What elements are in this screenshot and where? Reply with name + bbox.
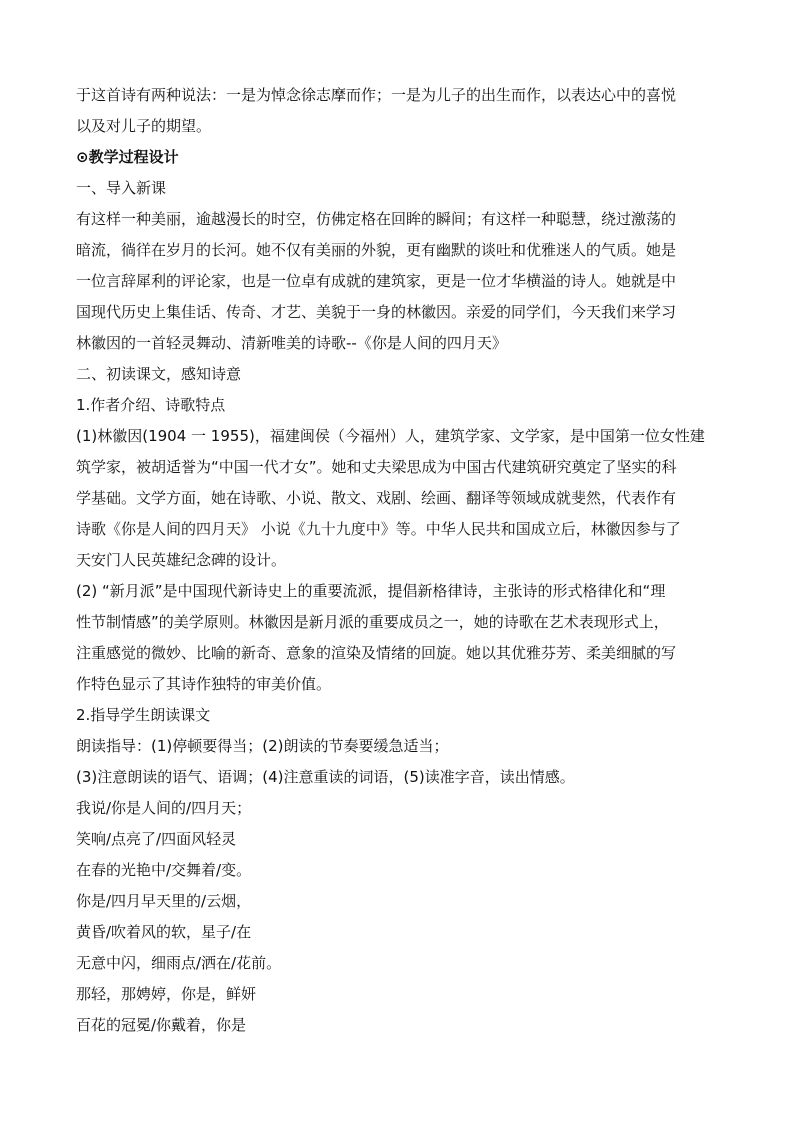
paragraph-line: 暗流，徜徉在岁月的长河。她不仅有美丽的外貌，更有幽默的谈吐和优雅迷人的气质。她是 [76,241,677,259]
paragraph-line: 林徽因的一首轻灵舞动、清新唯美的诗歌--《你是人间的四月天》 [76,334,507,352]
reading-tips-line: 朗读指导：(1)停顿要得当；(2)朗读的节奏要缓急适当； [76,737,449,755]
paragraph-line: 一位言辞犀利的评论家，也是一位卓有成就的建筑家，更是一位才华横溢的诗人。她就是中 [76,272,677,290]
subheading-reading-guide: 2.指导学生朗读课文 [76,706,211,724]
paragraph-line: 天安门人民英雄纪念碑的设计。 [76,551,287,569]
reading-tips-line: (3)注意朗读的语气、语调；(4)注意重读的词语，(5)读准字音，读出情感。 [76,768,575,786]
subheading-first-reading: 二、初读课文，感知诗意 [76,365,242,383]
paragraph-line: 注重感觉的微妙、比喻的新奇、意象的渲染及情绪的回旋。她以其优雅芬芳、柔美细腻的写 [76,644,677,662]
paragraph-line: 学基础。文学方面，她在诗歌、小说、散文、戏剧、绘画、翻译等领域成就斐然，代表作有 [76,489,677,507]
poem-line: 笑响/点亮了/四面风轻灵 [76,830,237,848]
poem-line: 黄昏/吹着风的软，星子/在 [76,923,252,941]
poem-line: 那轻，那娉婷，你是，鲜妍 [76,985,257,1003]
paragraph-line: 筑学家，被胡适誉为“中国一代才女”。她和丈夫梁思成为中国古代建筑研究奠定了坚实的科 [76,458,677,476]
paragraph-line: 有这样一种美丽，逾越漫长的时空，仿佛定格在回眸的瞬间；有这样一种聪慧，绕过激荡的 [76,210,677,228]
paragraph-line: 国现代历史上集佳话、传奇、才艺、美貌于一身的林徽因。亲爱的同学们，今天我们来学习 [76,303,677,321]
section-heading-teaching-process: ⊙教学过程设计 [76,148,179,166]
subheading-author-intro: 1.作者介绍、诗歌特点 [76,396,226,414]
subheading-lead-in: 一、导入新课 [76,179,167,197]
poem-line: 我说/你是人间的/四月天； [76,799,252,817]
poem-line: 百花的冠冕/你戴着，你是 [76,1016,247,1034]
intro-line-2: 以及对儿子的期望。 [76,117,212,135]
poem-line: 你是/四月早天里的/云烟， [76,892,252,910]
poem-line: 在春的光艳中/交舞着/变。 [76,861,252,879]
document-body [76,80,721,1041]
paragraph-line: 诗歌《你是人间的四月天》 小说《九十九度中》等。中华人民共和国成立后，林徽因参与了 [76,520,681,538]
paragraph-line: (1)林徽因(1904 一 1955)，福建闽侯（今福州）人，建筑学家、文学家，是中国第一位女性建 [76,427,705,445]
intro-line-1: 于这首诗有两种说法：一是为悼念徐志摩而作；一是为儿子的出生而作，以表达心中的喜悦 [76,86,677,104]
poem-line: 无意中闪，细雨点/洒在/花前。 [76,954,282,972]
paragraph-line: 性节制情感”的美学原则。林徽因是新月派的重要成员之一，她的诗歌在艺术表现形式上， [76,613,669,631]
paragraph-line: 作特色显示了其诗作独特的审美价值。 [76,675,332,693]
paragraph-line: (2) “新月派”是中国现代新诗史上的重要流派，提倡新格律诗，主张诗的形式格律化和“理 [76,582,666,600]
